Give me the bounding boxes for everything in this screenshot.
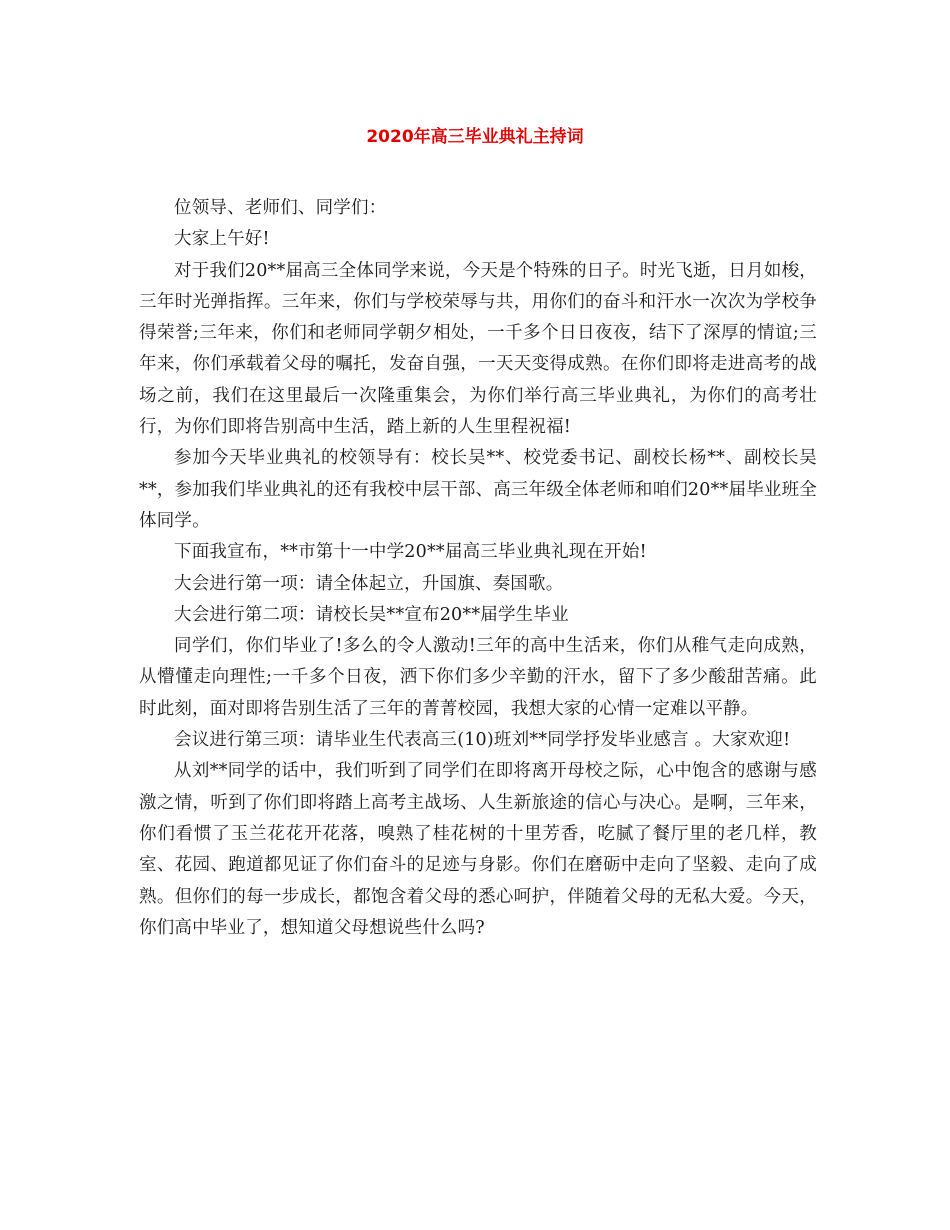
paragraph-greeting: 位领导、老师们、同学们：: [174, 198, 387, 218]
paragraph-attendees: 参加今天毕业典礼的校领导有：校长吴**、校党委书记、副校长杨**、副校长吴**，参加我们毕业典礼的还有我校中层干部、高三年级全体老师和咱们20**届毕业班全体同学。: [139, 448, 817, 531]
paragraph-good-morning: 大家上午好!: [174, 229, 270, 250]
paragraph-item-one: 大会进行第一项：请全体起立，升国旗、奏国歌。: [174, 573, 564, 594]
paragraph-announcement: 下面我宣布，**市第十一中学20**届高三毕业典礼现在开始!: [174, 542, 647, 563]
paragraph-item-two: 大会进行第二项：请校长吴**宣布20**届学生毕业: [174, 604, 569, 625]
paragraph-opening: 对于我们20**届高三全体同学来说，今天是个特殊的日子。时光飞逝，日月如梭，三年时光弹指挥。三年来，你们与学校荣辱与共，用你们的奋斗和汗水一次次为学校争得荣誉;三年来，你们和老师同学朝夕相处，一千多个日日夜夜，结下了深厚的情谊;三年来，你们承载着父母的嘱托，发奋自强，一天天变得成熟。在你们即将走进高考的战场之前，我们在这里最后一次隆重集会，为你们举行高三毕业典礼，为你们的高考壮行，为你们即将告别高中生活，踏上新的人生里程祝福!: [139, 260, 817, 438]
paragraph-reflection: 从刘**同学的话中，我们听到了同学们在即将离开母校之际，心中饱含的感谢与感激之情，听到了你们即将踏上高考主战场、人生新旅途的信心与决心。是啊，三年来，你们看惯了玉兰花花开花落，嗅熟了桂花树的十里芳香，吃腻了餐厅里的老几样，教室、花园、跑道都见证了你们奋斗的足迹与身影。你们在磨砺中走向了坚毅、走向了成熟。但你们的每一步成长，都饱含着父母的悉心呵护，伴随着父母的无私大爱。今天，你们高中毕业了，想知道父母想说些什么吗?: [139, 761, 817, 938]
paragraph-item-three: 会议进行第三项：请毕业生代表高三(10)班刘**同学抒发毕业感言 。大家欢迎!: [174, 730, 791, 751]
document-title: 2020年高三毕业典礼主持词: [366, 127, 584, 147]
document-body: [139, 193, 817, 944]
paragraph-graduation: 同学们，你们毕业了!多么的令人激动!三年的高中生活来，你们从稚气走向成熟，从懵懂走向理性;一千多个日夜，洒下你们多少辛勤的汗水，留下了多少酸甜苦痛。此时此刻，面对即将告别生活了三年的菁菁校园，我想大家的心情一定难以平静。: [139, 636, 817, 719]
